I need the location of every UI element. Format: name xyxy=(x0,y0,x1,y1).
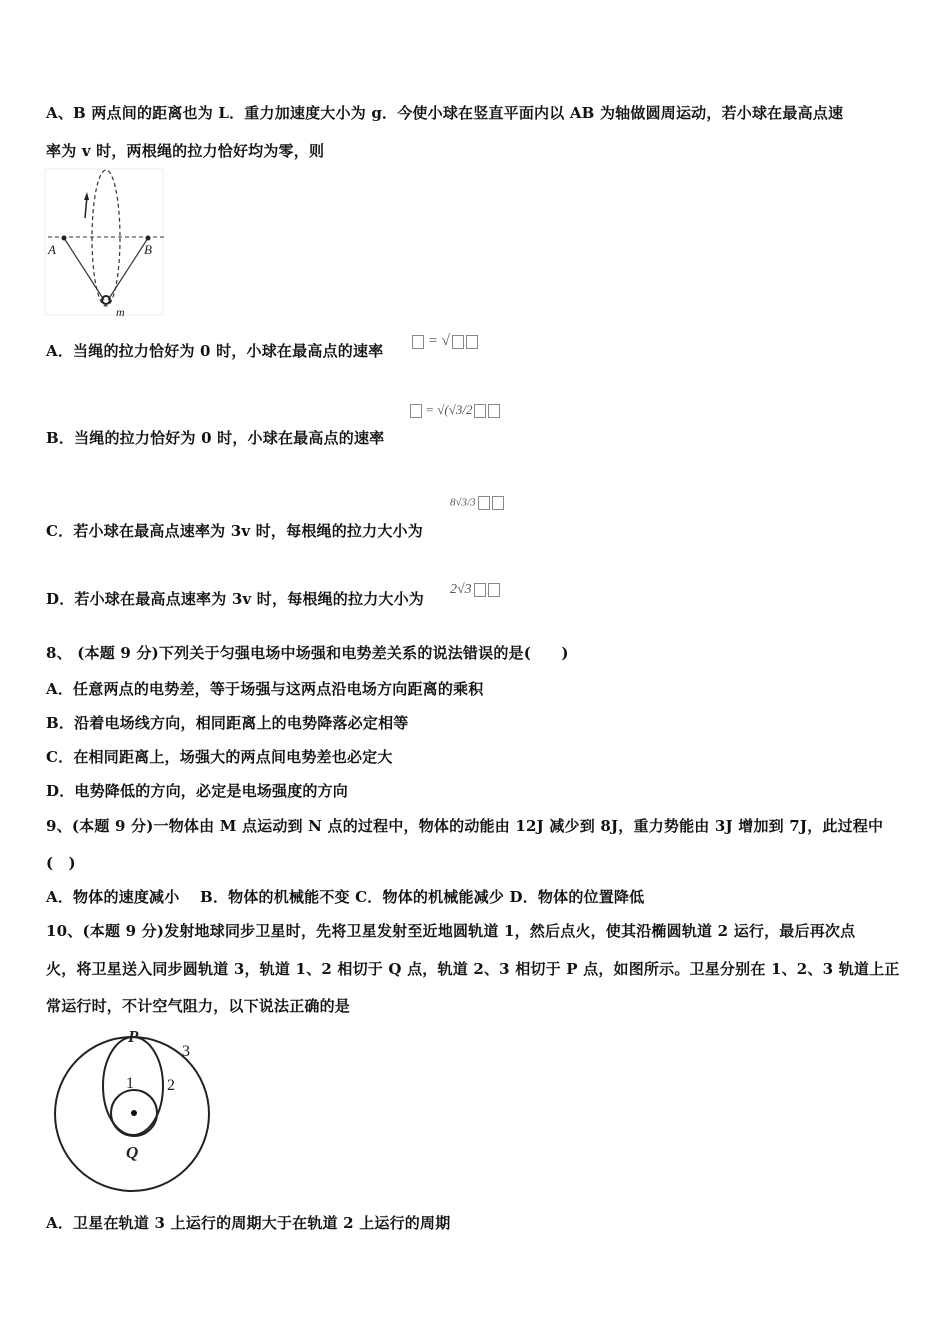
option-d: D．若小球在最高点速率为 3v 时，每根绳的拉力大小为 xyxy=(46,590,425,608)
question-text-line-2: 率为 v 时，两根绳的拉力恰好均为零，则 xyxy=(46,142,325,160)
label-orbit-2: 2 xyxy=(167,1077,175,1094)
question-10-line-2: 火，将卫星送入同步圆轨道 3，轨道 1、2 相切于 Q 点，轨道 2、3 相切于 P 点，如图所示。卫星分别在 1、2、3 轨道上正 xyxy=(46,960,900,978)
formula-a: = √ xyxy=(410,333,478,350)
option-c: C．若小球在最高点速率为 3v 时，每根绳的拉力大小为 xyxy=(46,522,423,540)
formula-c: 8√3/3 xyxy=(450,496,504,510)
label-orbit-1: 1 xyxy=(126,1075,134,1092)
option-b: B．当绳的拉力恰好为 0 时，小球在最高点的速率 xyxy=(46,429,385,447)
label-m: m xyxy=(116,305,125,318)
question-10-line-1: 10、(本题 9 分)发射地球同步卫星时，先将卫星发射至近地圆轨道 1，然后点火，使其沿椭圆轨道 2 运行，最后再次点 xyxy=(46,922,856,940)
label-b: B xyxy=(144,242,152,257)
question-9: 9、(本题 9 分)一物体由 M 点运动到 N 点的过程中，物体的动能由 12J 减少到 8J，重力势能由 3J 增加到 7J，此过程中 xyxy=(46,817,884,835)
formula-b: = √(√3/2 xyxy=(408,402,500,418)
pendulum-figure xyxy=(44,168,170,318)
label-orbit-3: 3 xyxy=(182,1043,190,1060)
question-8-option-a: A．任意两点的电势差，等于场强与这两点沿电场方向距离的乘积 xyxy=(46,680,484,698)
question-10-option-a: A．卫星在轨道 3 上运行的周期大于在轨道 2 上运行的周期 xyxy=(46,1214,451,1232)
question-9-options: A．物体的速度减小 B．物体的机械能不变 C．物体的机械能减少 D．物体的位置降低 xyxy=(46,888,645,906)
orbit-figure xyxy=(50,1024,220,1194)
question-8-option-d: D．电势降低的方向，必定是电场强度的方向 xyxy=(46,782,349,800)
option-a: A．当绳的拉力恰好为 0 时，小球在最高点的速率 xyxy=(46,342,384,360)
formula-d: 2√3 xyxy=(450,582,500,598)
question-8-option-c: C．在相同距离上，场强大的两点间电势差也必定大 xyxy=(46,748,393,766)
question-8-option-b: B．沿着电场线方向，相同距离上的电势降落必定相等 xyxy=(46,714,409,732)
label-q: Q xyxy=(126,1143,139,1162)
label-p: P xyxy=(128,1027,139,1046)
question-10-line-3: 常运行时，不计空气阻力，以下说法正确的是 xyxy=(46,997,351,1015)
question-text-line-1: A、B 两点间的距离也为 L．重力加速度大小为 g．今使小球在竖直平面内以 AB 为轴做圆周运动，若小球在最高点速 xyxy=(46,104,844,122)
label-a: A xyxy=(48,242,56,257)
question-8: 8、 (本题 9 分)下列关于匀强电场中场强和电势差关系的说法错误的是( ) xyxy=(46,644,569,662)
question-9-bracket: ( ) xyxy=(46,854,76,872)
